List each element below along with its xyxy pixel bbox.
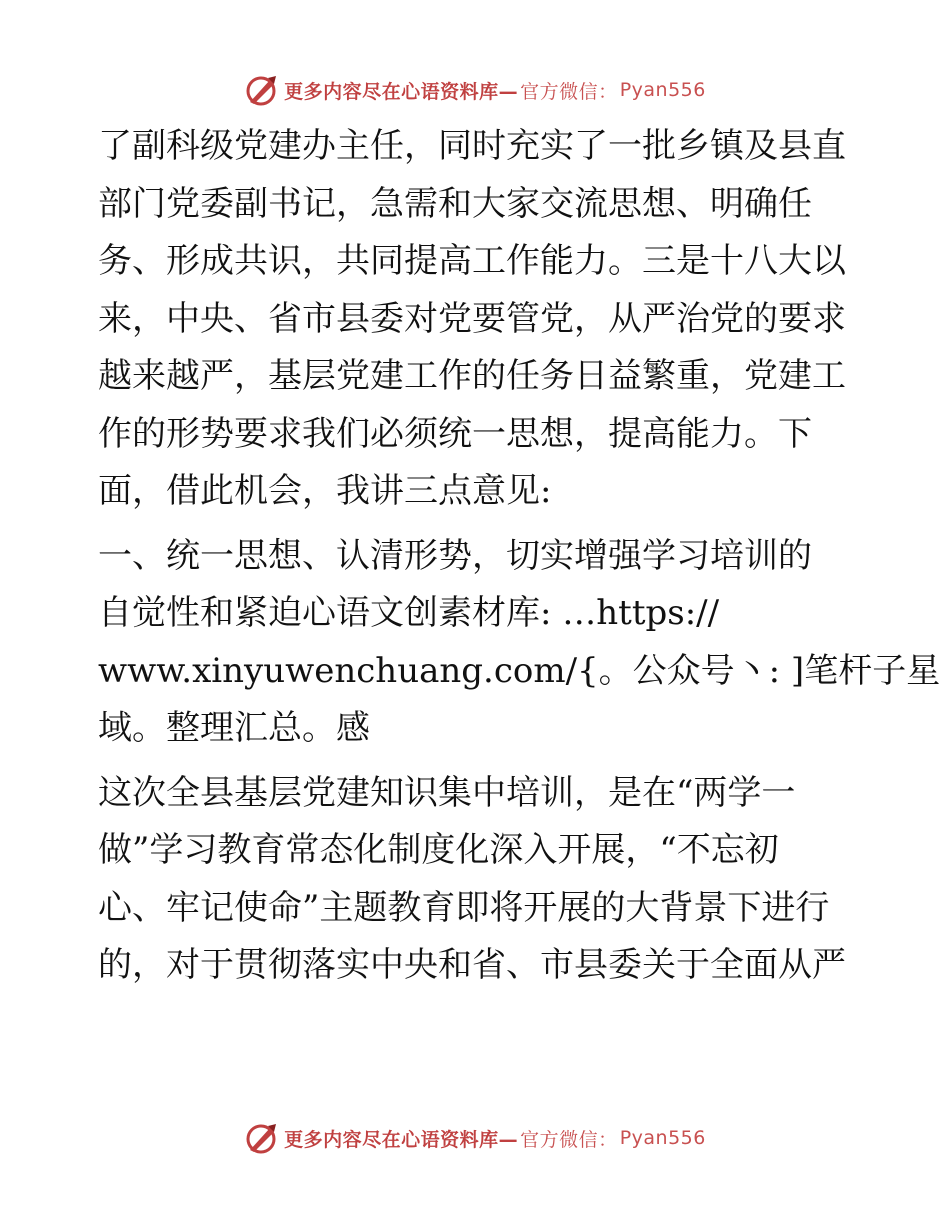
text-line: 部门党委副书记，急需和大家交流思想、明确任: [98, 183, 812, 224]
text-line: 这次全县基层党建知识集中培训，是在“两学一: [98, 772, 796, 813]
wechat-label: 官方微信：: [520, 1128, 618, 1151]
text-line: 务、形成共识，共同提高工作能力。三是十八大以: [98, 241, 846, 281]
wechat-id: Pyan556: [619, 79, 706, 101]
text-line: 越来越严，基层党建工作的任务日益繁重，党建工: [98, 356, 846, 396]
paragraph-3: [98, 765, 858, 995]
text-line: 面，借此机会，我讲三点意见:: [98, 471, 552, 511]
text-line: 了副科级党建办主任，同时充实了一批乡镇及县直: [98, 126, 846, 166]
text-line: 心、牢记使命”主题教育即将开展的大背景下进行: [98, 887, 830, 928]
text-line: 自觉性和紧迫心语文创素材库: …https://: [98, 593, 720, 633]
quill-logo-icon: [244, 72, 280, 108]
header-watermark: [0, 70, 950, 110]
wechat-label: 官方微信：: [520, 80, 618, 103]
paragraph-1: [98, 118, 858, 521]
watermark-text: 更多内容尽在心语资料库—: [284, 1128, 519, 1151]
wechat-id: Pyan556: [619, 1127, 706, 1149]
watermark-text: 更多内容尽在心语资料库—: [284, 80, 519, 103]
text-line: 做”学习教育常态化制度化深入开展，“不忘初: [98, 830, 779, 870]
footer-watermark: [0, 1118, 950, 1158]
text-line: 域。整理汇总。感: [98, 708, 370, 748]
paragraph-2: [98, 528, 941, 758]
quill-logo-icon: [244, 1120, 280, 1156]
text-line: 来，中央、省市县委对党要管党，从严治党的要求: [98, 298, 846, 339]
section-heading-line: 一、统一思想、认清形势，切实增强学习培训的: [98, 535, 812, 576]
text-line: 作的形势要求我们必须统一思想，提高能力。下: [98, 413, 812, 454]
text-line: 的，对于贯彻落实中央和省、市县委关于全面从严: [98, 945, 846, 985]
url-line: www.xinyuwenchuang.com/{。公众号丶: ]笔杆子星: [98, 650, 941, 691]
document-body: [98, 118, 941, 995]
